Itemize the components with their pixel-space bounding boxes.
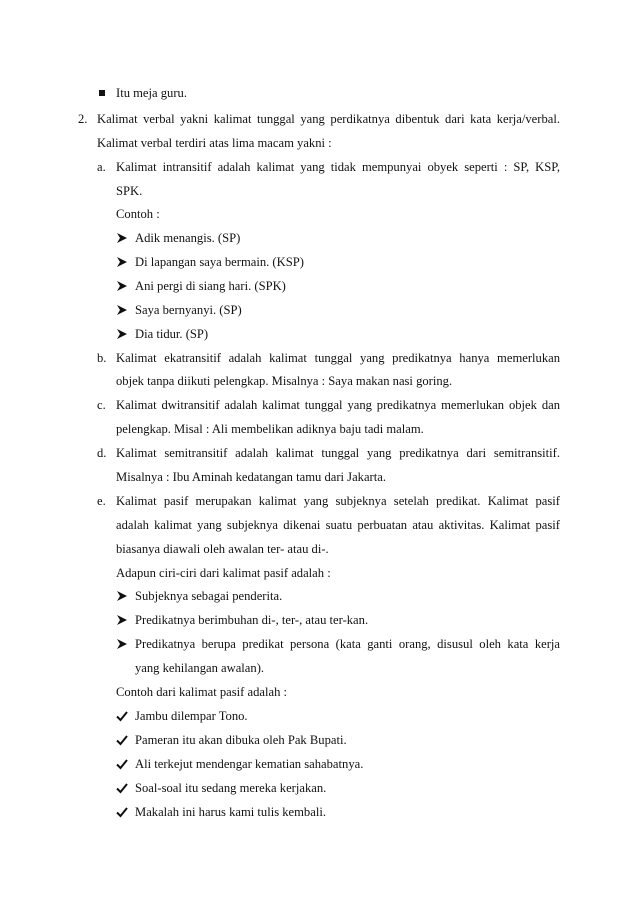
a-example-1: Adik menangis. (SP) [135,231,241,245]
b-line2: objek tanpa diikuti pelengkap. Misalnya : Saya makan nasi goring. [116,374,453,388]
e-contoh-1: Jambu dilempar Tono. [135,709,248,723]
e-line1: Kalimat pasif merupakan kalimat yang subjeknya setelah predikat. Kalimat pasif [116,494,560,508]
b-line1: Kalimat ekatransitif adalah kalimat tunggal yang predikatnya hanya memerlukan [116,351,560,365]
item-letter: a. [97,160,106,174]
item-letter: e. [97,494,106,508]
e-ciri-3: Predikatnya berupa predikat persona (kata ganti orang, disusul oleh kata kerja [135,637,560,651]
top-bullet-text: Itu meja guru. [116,86,187,100]
item2-line1: Kalimat verbal yakni kalimat tunggal yang perdikatnya dibentuk dari kata kerja/verbal. [97,112,560,126]
e-line2: adalah kalimat yang subjeknya dikenai suatu perbuatan atau aktivitas. Kalimat pasif [116,518,560,532]
a-line2: SPK. [116,184,143,198]
c-line1: Kalimat dwitransitif adalah kalimat tunggal yang predikatnya memerlukan objek dan [116,398,560,412]
arrow-bullet-icon [116,590,128,602]
checkmark-icon [116,710,128,722]
arrow-bullet-icon [116,328,128,340]
e-contoh-2: Pameran itu akan dibuka oleh Pak Bupati. [135,733,347,747]
square-bullet-icon [99,90,105,96]
arrow-bullet-icon [116,614,128,626]
e-contoh-5: Makalah ini harus kami tulis kembali. [135,805,326,819]
arrow-bullet-icon [116,232,128,244]
item-letter: d. [97,446,107,460]
e-line3: biasanya diawali oleh awalan ter- atau di-. [116,542,329,556]
a-contoh-label: Contoh : [116,207,160,221]
checkmark-icon [116,782,128,794]
checkmark-icon [116,806,128,818]
arrow-bullet-icon [116,280,128,292]
a-example-4: Saya bernyanyi. (SP) [135,303,242,317]
item-letter: b. [97,351,107,365]
arrow-bullet-icon [116,304,128,316]
d-line2: Misalnya : Ibu Aminah kedatangan tamu dari Jakarta. [116,470,386,484]
e-ciri-intro: Adapun ciri-ciri dari kalimat pasif adalah : [116,566,331,580]
item-number: 2. [78,112,88,126]
a-example-2: Di lapangan saya bermain. (KSP) [135,255,304,269]
a-example-5: Dia tidur. (SP) [135,327,209,341]
e-ciri-1: Subjeknya sebagai penderita. [135,589,283,603]
a-example-3: Ani pergi di siang hari. (SPK) [135,279,286,293]
e-contoh-intro: Contoh dari kalimat pasif adalah : [116,685,288,699]
e-contoh-4: Soal-soal itu sedang mereka kerjakan. [135,781,327,795]
c-line2: pelengkap. Misal : Ali membelikan adiknya baju tadi malam. [116,422,424,436]
d-line1: Kalimat semitransitif adalah kalimat tunggal yang predikatnya dari semitransitif. [116,446,560,460]
checkmark-icon [116,734,128,746]
arrow-bullet-icon [116,256,128,268]
item2-line2: Kalimat verbal terdiri atas lima macam yakni : [97,136,332,150]
e-ciri-3-cont: yang kehilangan awalan). [135,661,265,675]
checkmark-icon [116,758,128,770]
arrow-bullet-icon [116,638,128,650]
item-letter: c. [97,398,106,412]
e-ciri-2: Predikatnya berimbuhan di-, ter-, atau ter-kan. [135,613,369,627]
e-contoh-3: Ali terkejut mendengar kematian sahabatnya. [135,757,364,771]
a-line1: Kalimat intransitif adalah kalimat yang tidak mempunyai obyek seperti : SP, KSP, [116,160,560,174]
